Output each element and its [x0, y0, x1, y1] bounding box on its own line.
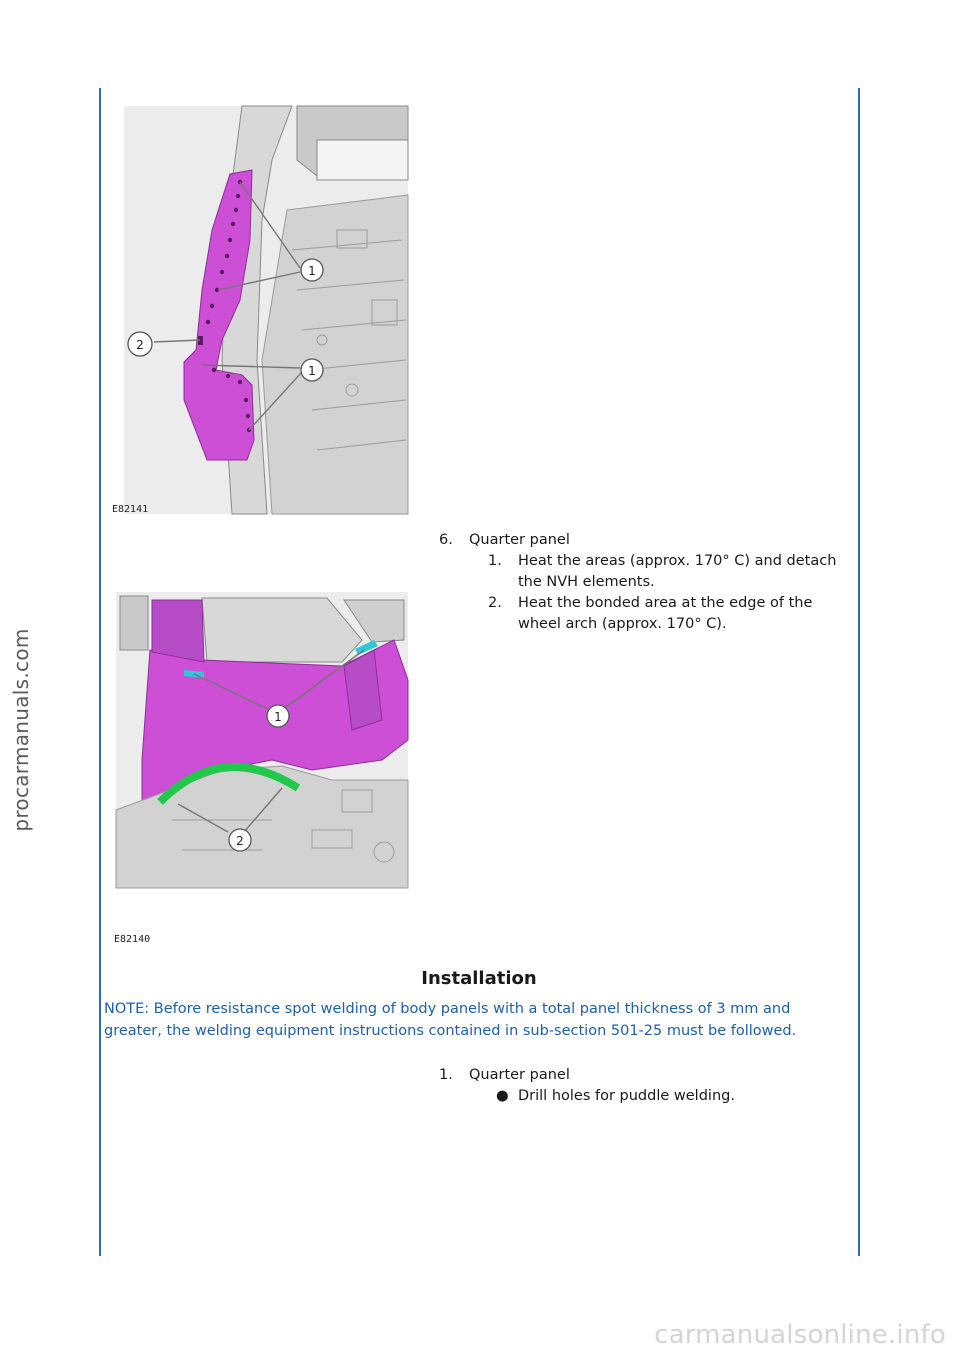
- bullet-text: Drill holes for puddle welding.: [518, 1088, 735, 1104]
- figure-code: E82141: [112, 504, 149, 515]
- step-number: 1.: [439, 1067, 453, 1083]
- callout-2: 2: [236, 834, 244, 848]
- substep-text: Heat the areas (approx. 170° C) and detach the NVH elements.: [518, 553, 837, 590]
- callout-2: 2: [136, 338, 144, 352]
- bottom-watermark: carmanualsonline.info: [654, 1320, 946, 1350]
- side-watermark: procarmanuals.com: [9, 628, 33, 832]
- callout-1-upper: 1: [308, 264, 316, 278]
- substep-number: 2.: [488, 595, 502, 611]
- welding-note: NOTE: Before resistance spot welding of body panels with a total panel thickness of 3 mm and greater, the welding equipment instructions contained in sub-section 501-25 must be followed.: [104, 1001, 797, 1039]
- figure-code: E82140: [114, 934, 151, 945]
- substep-number: 1.: [488, 553, 502, 569]
- wheel-arch-illustration: [112, 580, 412, 950]
- step-number: 6.: [439, 532, 453, 548]
- step-title: Quarter panel: [469, 532, 570, 548]
- bullet-icon: ●: [496, 1088, 509, 1104]
- left-margin-rule: [99, 88, 101, 1256]
- substep-text: Heat the bonded area at the edge of the wheel arch (approx. 170° C).: [518, 595, 813, 632]
- callout-1-lower: 1: [308, 364, 316, 378]
- right-margin-rule: [858, 88, 860, 1256]
- pillar-illustration: [112, 100, 412, 520]
- step-title: Quarter panel: [469, 1067, 570, 1083]
- callout-1: 1: [274, 710, 282, 724]
- figure-quarter-panel-pillar: [112, 100, 412, 520]
- section-heading-installation: Installation: [421, 968, 537, 989]
- figure-quarter-panel-wheel-arch: [112, 580, 412, 950]
